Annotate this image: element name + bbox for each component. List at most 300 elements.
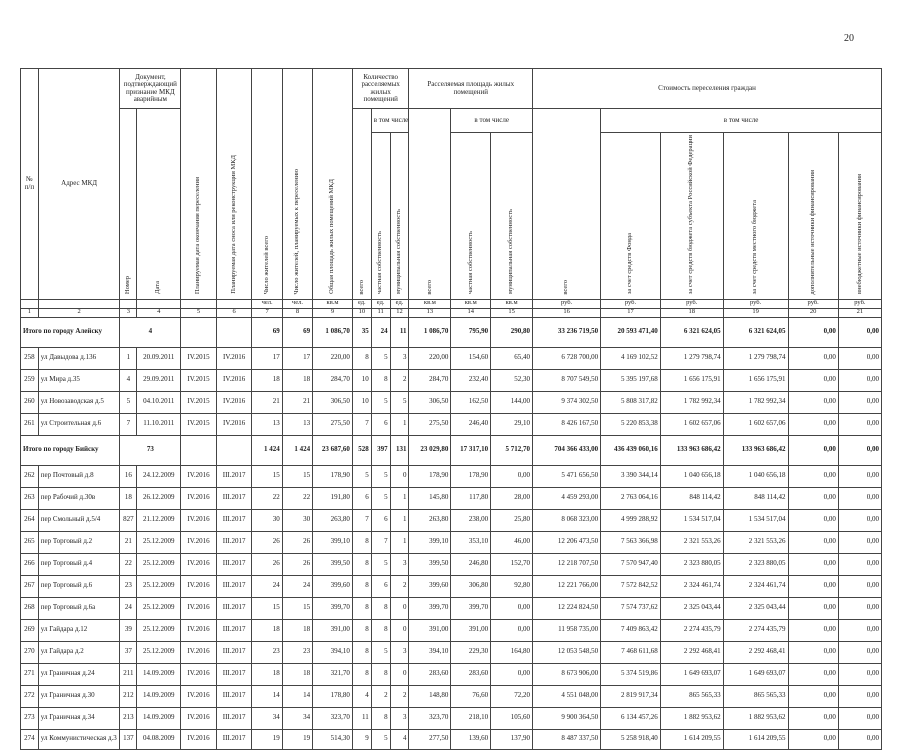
table-cell: 0,00 bbox=[788, 531, 838, 553]
table-cell: 0,00 bbox=[491, 619, 533, 641]
header-area-group: Расселяемая площадь жилых помещений bbox=[409, 69, 533, 109]
table-cell: 2 321 553,26 bbox=[723, 531, 788, 553]
unit-cell: кв.м bbox=[491, 299, 533, 308]
table-cell: III.2017 bbox=[216, 575, 252, 597]
table-cell: 8 426 167,50 bbox=[533, 413, 601, 435]
table-cell: 22 bbox=[252, 487, 282, 509]
table-cell: 3 390 344,14 bbox=[601, 465, 661, 487]
table-cell: 18 bbox=[252, 663, 282, 685]
column-number: 16 bbox=[533, 308, 601, 317]
table-cell: 5 bbox=[120, 391, 137, 413]
table-cell: 2 274 435,79 bbox=[723, 619, 788, 641]
table-cell: 2 274 435,79 bbox=[660, 619, 723, 641]
address-cell: ул Коммунистическая д.3 bbox=[38, 729, 120, 749]
table-cell: 25,80 bbox=[491, 509, 533, 531]
table-cell: 269 bbox=[21, 619, 39, 641]
table-cell: 284,70 bbox=[313, 369, 353, 391]
header-residents-total: Число жителей всего bbox=[262, 235, 270, 295]
total-row-aleysk bbox=[21, 317, 882, 347]
address-cell: ул Гайдара д.12 bbox=[38, 619, 120, 641]
column-number: 6 bbox=[216, 308, 252, 317]
table-cell: 263,80 bbox=[313, 509, 353, 531]
column-number: 19 bbox=[723, 308, 788, 317]
column-number: 17 bbox=[601, 308, 661, 317]
column-number: 3 bbox=[120, 308, 137, 317]
resettlement-table bbox=[20, 68, 882, 750]
table-cell: 284,70 bbox=[409, 369, 451, 391]
table-cell: 0 bbox=[390, 465, 409, 487]
table-cell: 0,00 bbox=[838, 641, 881, 663]
table-cell: IV.2016 bbox=[216, 369, 252, 391]
address-cell: ул Мира д.35 bbox=[38, 369, 120, 391]
table-cell: 5 395 197,68 bbox=[601, 369, 661, 391]
table-cell: 0,00 bbox=[788, 619, 838, 641]
table-row bbox=[21, 465, 882, 487]
table-cell: 28,00 bbox=[491, 487, 533, 509]
table-cell: 18 bbox=[282, 369, 312, 391]
table-cell: 5 808 317,82 bbox=[601, 391, 661, 413]
header-area-incl: в том числе bbox=[451, 109, 533, 133]
table-cell: 17 bbox=[282, 347, 312, 369]
table-cell: 0,00 bbox=[491, 597, 533, 619]
total-cell: 290,80 bbox=[491, 317, 533, 347]
table-cell: 211 bbox=[120, 663, 137, 685]
table-cell: 0,00 bbox=[838, 707, 881, 729]
table-cell: 25.12.2009 bbox=[137, 575, 181, 597]
table-cell: 4 459 293,00 bbox=[533, 487, 601, 509]
unit-cell: кв.м bbox=[313, 299, 353, 308]
header-rooms-municipal: муниципальная собственность bbox=[395, 209, 403, 295]
table-cell: 04.08.2009 bbox=[137, 729, 181, 749]
table-cell: 2 292 468,41 bbox=[660, 641, 723, 663]
table-cell: 7 563 366,98 bbox=[601, 531, 661, 553]
table-cell: 1 bbox=[390, 487, 409, 509]
table-cell: IV.2016 bbox=[216, 413, 252, 435]
header-total-area: Общая площадь жилых помещений МКД bbox=[328, 179, 336, 295]
table-cell: 391,00 bbox=[313, 619, 353, 641]
table-cell: 9 374 302,50 bbox=[533, 391, 601, 413]
total-cell: 23 687,60 bbox=[313, 435, 353, 465]
table-cell: 1 534 517,04 bbox=[660, 509, 723, 531]
table-cell: III.2017 bbox=[216, 597, 252, 619]
column-number: 21 bbox=[838, 308, 881, 317]
header-rooms-private: частная собственность bbox=[376, 231, 384, 295]
table-cell: 306,80 bbox=[451, 575, 491, 597]
table-cell: 144,00 bbox=[491, 391, 533, 413]
table-cell: 37 bbox=[120, 641, 137, 663]
table-cell: 0,00 bbox=[788, 465, 838, 487]
table-cell: 2 763 064,16 bbox=[601, 487, 661, 509]
table-cell: 24 bbox=[120, 597, 137, 619]
table-cell: 3 bbox=[390, 347, 409, 369]
table-cell: 270 bbox=[21, 641, 39, 663]
total-label: Итого по городу Бийску bbox=[21, 435, 120, 465]
table-cell: 4 551 048,00 bbox=[533, 685, 601, 707]
column-number: 7 bbox=[252, 308, 282, 317]
table-cell: 8 bbox=[352, 663, 371, 685]
table-cell: 0,00 bbox=[788, 685, 838, 707]
total-cell: 704 366 433,00 bbox=[533, 435, 601, 465]
address-cell: ул Граничная д.30 bbox=[38, 685, 120, 707]
table-cell: 8 673 906,00 bbox=[533, 663, 601, 685]
table-cell: 1 649 693,07 bbox=[660, 663, 723, 685]
table-cell: 272 bbox=[21, 685, 39, 707]
table-cell: 2 324 461,74 bbox=[660, 575, 723, 597]
table-cell: 0,00 bbox=[788, 641, 838, 663]
table-cell: 8 bbox=[352, 531, 371, 553]
table-cell: 2 819 917,34 bbox=[601, 685, 661, 707]
table-cell: 0 bbox=[390, 597, 409, 619]
table-cell: 26 bbox=[282, 553, 312, 575]
address-cell: пер Торговый д.4 bbox=[38, 553, 120, 575]
table-cell: 5 bbox=[371, 487, 390, 509]
table-cell: 4 169 102,52 bbox=[601, 347, 661, 369]
column-number: 1 bbox=[21, 308, 39, 317]
table-cell: 258 bbox=[21, 347, 39, 369]
table-cell: 7 bbox=[352, 509, 371, 531]
table-cell: 13 bbox=[252, 413, 282, 435]
table-cell: 5 374 519,86 bbox=[601, 663, 661, 685]
table-cell: 0,00 bbox=[788, 509, 838, 531]
table-cell: IV.2015 bbox=[181, 391, 217, 413]
header-doc-number: Номер bbox=[124, 276, 132, 295]
total-label: Итого по городу Алейску bbox=[21, 317, 120, 347]
table-cell: 29.09.2011 bbox=[137, 369, 181, 391]
table-row bbox=[21, 641, 882, 663]
table-cell: 323,70 bbox=[313, 707, 353, 729]
table-cell: 2 292 468,41 bbox=[723, 641, 788, 663]
table-cell: 21.12.2009 bbox=[137, 509, 181, 531]
table-cell: 24.12.2009 bbox=[137, 465, 181, 487]
table-cell: 8 bbox=[371, 597, 390, 619]
table-cell: III.2017 bbox=[216, 509, 252, 531]
table-cell: III.2017 bbox=[216, 729, 252, 749]
table-cell: 19 bbox=[252, 729, 282, 749]
total-cell: 6 321 624,05 bbox=[660, 317, 723, 347]
table-cell: 848 114,42 bbox=[660, 487, 723, 509]
address-cell: пер Торговый д.2 bbox=[38, 531, 120, 553]
table-cell: III.2017 bbox=[216, 531, 252, 553]
table-cell: 238,00 bbox=[451, 509, 491, 531]
total-cell: 23 029,80 bbox=[409, 435, 451, 465]
table-cell: IV.2015 bbox=[181, 369, 217, 391]
table-cell: 2 324 461,74 bbox=[723, 575, 788, 597]
table-cell: IV.2016 bbox=[181, 729, 217, 749]
total-cell: 0,00 bbox=[788, 317, 838, 347]
table-cell: 25.12.2009 bbox=[137, 597, 181, 619]
table-cell: 15 bbox=[282, 597, 312, 619]
total-cell: 33 236 719,50 bbox=[533, 317, 601, 347]
table-cell: 8 bbox=[352, 641, 371, 663]
table-cell: 12 221 766,00 bbox=[533, 575, 601, 597]
table-cell: 9 bbox=[352, 729, 371, 749]
table-cell: 1 656 175,91 bbox=[660, 369, 723, 391]
table-cell: 178,80 bbox=[313, 685, 353, 707]
table-cell: 265 bbox=[21, 531, 39, 553]
table-cell: 220,00 bbox=[313, 347, 353, 369]
table-cell: 139,60 bbox=[451, 729, 491, 749]
table-cell: 0,00 bbox=[788, 391, 838, 413]
table-cell: 92,80 bbox=[491, 575, 533, 597]
table-cell: 8 bbox=[352, 619, 371, 641]
address-cell: пер Торговый д.6а bbox=[38, 597, 120, 619]
table-cell: IV.2016 bbox=[181, 465, 217, 487]
table-cell: 268 bbox=[21, 597, 39, 619]
table-cell: 6 728 700,00 bbox=[533, 347, 601, 369]
column-number: 15 bbox=[491, 308, 533, 317]
header-cost-incl: в том числе bbox=[601, 109, 882, 133]
table-cell: 5 bbox=[352, 465, 371, 487]
table-cell: 0,00 bbox=[838, 531, 881, 553]
total-cell: 133 963 686,42 bbox=[723, 435, 788, 465]
table-cell: 246,40 bbox=[451, 413, 491, 435]
table-row bbox=[21, 729, 882, 749]
table-cell: 7 572 842,52 bbox=[601, 575, 661, 597]
table-cell: 8 bbox=[352, 597, 371, 619]
table-cell: 1 602 657,06 bbox=[660, 413, 723, 435]
unit-cell: руб. bbox=[660, 299, 723, 308]
table-cell: 2 323 880,05 bbox=[723, 553, 788, 575]
table-cell: 399,50 bbox=[313, 553, 353, 575]
table-cell: 30 bbox=[252, 509, 282, 531]
table-cell: 1 782 992,34 bbox=[723, 391, 788, 413]
table-cell: 0,00 bbox=[838, 369, 881, 391]
total-cell: 1 424 bbox=[282, 435, 312, 465]
table-row bbox=[21, 597, 882, 619]
table-cell: 283,60 bbox=[451, 663, 491, 685]
header-address: Адрес МКД bbox=[38, 69, 120, 300]
table-cell: III.2017 bbox=[216, 707, 252, 729]
table-cell: 1 614 209,55 bbox=[660, 729, 723, 749]
unit-cell: ед. bbox=[371, 299, 390, 308]
table-cell: 865 565,33 bbox=[723, 685, 788, 707]
table-row bbox=[21, 531, 882, 553]
table-cell: 0 bbox=[390, 619, 409, 641]
column-number: 4 bbox=[137, 308, 181, 317]
address-cell: ул Новозаводская д.5 bbox=[38, 391, 120, 413]
total-cell: 397 bbox=[371, 435, 390, 465]
table-cell: 34 bbox=[252, 707, 282, 729]
table-cell: 0,00 bbox=[838, 413, 881, 435]
table-cell: 0,00 bbox=[788, 487, 838, 509]
table-cell: 5 bbox=[371, 729, 390, 749]
table-cell: 10 bbox=[352, 391, 371, 413]
table-cell: 394,10 bbox=[409, 641, 451, 663]
table-cell: 0,00 bbox=[788, 347, 838, 369]
table-cell: 2 bbox=[390, 685, 409, 707]
table-cell: 137 bbox=[120, 729, 137, 749]
table-cell: 5 bbox=[371, 391, 390, 413]
table-cell: 321,70 bbox=[313, 663, 353, 685]
total-cell: 131 bbox=[390, 435, 409, 465]
total-cell: 69 bbox=[282, 317, 312, 347]
total-cell: 795,90 bbox=[451, 317, 491, 347]
table-cell: 3 bbox=[390, 707, 409, 729]
column-number: 14 bbox=[451, 308, 491, 317]
table-cell: 154,60 bbox=[451, 347, 491, 369]
table-cell: 0,00 bbox=[788, 597, 838, 619]
table-cell: 271 bbox=[21, 663, 39, 685]
table-cell: 848 114,42 bbox=[723, 487, 788, 509]
table-cell: 399,70 bbox=[409, 597, 451, 619]
table-cell: 26 bbox=[282, 531, 312, 553]
table-cell: 105,60 bbox=[491, 707, 533, 729]
table-cell: 0,00 bbox=[788, 413, 838, 435]
table-cell: 10 bbox=[352, 369, 371, 391]
table-cell: 5 bbox=[371, 347, 390, 369]
table-cell: 274 bbox=[21, 729, 39, 749]
address-cell: ул Строительная д.6 bbox=[38, 413, 120, 435]
table-cell: 76,60 bbox=[451, 685, 491, 707]
table-cell: 399,70 bbox=[451, 597, 491, 619]
header-planned-end: Планируемая дата окончания переселения bbox=[194, 177, 202, 295]
table-cell: 29,10 bbox=[491, 413, 533, 435]
table-cell: 72,20 bbox=[491, 685, 533, 707]
total-cell: 436 439 060,16 bbox=[601, 435, 661, 465]
address-cell: пер Смольный д.5/4 bbox=[38, 509, 120, 531]
header-cost-total: всего bbox=[562, 279, 570, 295]
table-cell: 18 bbox=[282, 619, 312, 641]
total-cell: 133 963 686,42 bbox=[660, 435, 723, 465]
table-cell: 399,10 bbox=[409, 531, 451, 553]
table-cell: 15 bbox=[252, 597, 282, 619]
header-doc-date: Дата bbox=[154, 281, 162, 295]
total-cell: 1 086,70 bbox=[313, 317, 353, 347]
table-cell: 865 565,33 bbox=[660, 685, 723, 707]
table-cell: 0,00 bbox=[838, 685, 881, 707]
table-cell: 1 882 953,62 bbox=[660, 707, 723, 729]
table-cell: 191,80 bbox=[313, 487, 353, 509]
table-cell: 7 468 611,68 bbox=[601, 641, 661, 663]
address-cell: ул Граничная д.24 bbox=[38, 663, 120, 685]
table-cell: 13 bbox=[282, 413, 312, 435]
table-cell: 19 bbox=[282, 729, 312, 749]
table-cell: 65,40 bbox=[491, 347, 533, 369]
table-cell: 0,00 bbox=[788, 729, 838, 749]
unit-cell: чел. bbox=[252, 299, 282, 308]
column-number: 13 bbox=[409, 308, 451, 317]
table-cell: 1 602 657,06 bbox=[723, 413, 788, 435]
table-cell: 394,10 bbox=[313, 641, 353, 663]
table-cell: III.2017 bbox=[216, 553, 252, 575]
table-cell: 6 bbox=[352, 487, 371, 509]
table-cell: 1 782 992,34 bbox=[660, 391, 723, 413]
table-cell: IV.2016 bbox=[181, 663, 217, 685]
unit-cell: руб. bbox=[723, 299, 788, 308]
table-cell: 46,00 bbox=[491, 531, 533, 553]
table-cell: 399,50 bbox=[409, 553, 451, 575]
table-row bbox=[21, 391, 882, 413]
table-cell: 6 bbox=[371, 413, 390, 435]
table-cell: 0,00 bbox=[838, 729, 881, 749]
table-cell: 246,80 bbox=[451, 553, 491, 575]
table-cell: 7 bbox=[120, 413, 137, 435]
table-cell: 273 bbox=[21, 707, 39, 729]
table-cell: 1 bbox=[120, 347, 137, 369]
table-cell: 178,90 bbox=[409, 465, 451, 487]
table-cell: 0,00 bbox=[788, 575, 838, 597]
total-doc-count: 73 bbox=[120, 435, 181, 465]
table-cell: IV.2016 bbox=[216, 347, 252, 369]
table-cell: 1 279 798,74 bbox=[660, 347, 723, 369]
header-planned-demolish: Планируемая дата сноса или реконструкции МКД bbox=[229, 155, 237, 295]
table-cell: 1 649 693,07 bbox=[723, 663, 788, 685]
table-cell: 266 bbox=[21, 553, 39, 575]
table-cell: 399,10 bbox=[313, 531, 353, 553]
table-cell: 0,00 bbox=[491, 663, 533, 685]
table-cell: 5 bbox=[390, 391, 409, 413]
column-number: 18 bbox=[660, 308, 723, 317]
table-cell: 4 999 288,92 bbox=[601, 509, 661, 531]
table-cell: 14 bbox=[252, 685, 282, 707]
unit-cell: руб. bbox=[601, 299, 661, 308]
table-cell: 261 bbox=[21, 413, 39, 435]
table-cell: 12 053 548,50 bbox=[533, 641, 601, 663]
table-cell: 14.09.2009 bbox=[137, 663, 181, 685]
table-cell: 4 bbox=[352, 685, 371, 707]
table-cell: 2 bbox=[390, 369, 409, 391]
table-cell: 22 bbox=[282, 487, 312, 509]
table-cell: 6 bbox=[371, 509, 390, 531]
table-cell: 117,80 bbox=[451, 487, 491, 509]
unit-cell: чел. bbox=[282, 299, 312, 308]
table-cell: III.2017 bbox=[216, 685, 252, 707]
total-cell: 20 593 471,40 bbox=[601, 317, 661, 347]
table-cell: 1 656 175,91 bbox=[723, 369, 788, 391]
table-cell: 23 bbox=[120, 575, 137, 597]
table-cell: 1 882 953,62 bbox=[723, 707, 788, 729]
table-cell: 17 bbox=[252, 347, 282, 369]
table-cell: 3 bbox=[390, 553, 409, 575]
table-cell: 16 bbox=[120, 465, 137, 487]
column-number-row bbox=[21, 308, 882, 317]
table-cell: 3 bbox=[390, 641, 409, 663]
table-cell: 2 bbox=[390, 575, 409, 597]
unit-cell: ед. bbox=[390, 299, 409, 308]
table-cell: 0,00 bbox=[838, 553, 881, 575]
unit-cell: руб. bbox=[533, 299, 601, 308]
table-cell: 52,30 bbox=[491, 369, 533, 391]
table-cell: 514,30 bbox=[313, 729, 353, 749]
table-cell: 399,60 bbox=[313, 575, 353, 597]
table-cell: 391,00 bbox=[409, 619, 451, 641]
table-row bbox=[21, 619, 882, 641]
table-cell: 145,80 bbox=[409, 487, 451, 509]
table-cell: 283,60 bbox=[409, 663, 451, 685]
table-row bbox=[21, 369, 882, 391]
table-cell: 4 bbox=[390, 729, 409, 749]
address-cell: пер Рабочий д.30в bbox=[38, 487, 120, 509]
header-area-total: всего bbox=[425, 279, 433, 295]
page-number: 20 bbox=[844, 33, 854, 44]
total-cell: 24 bbox=[371, 317, 390, 347]
table-cell: 0,00 bbox=[838, 597, 881, 619]
total-cell: 0,00 bbox=[838, 317, 881, 347]
table-cell: 1 bbox=[390, 509, 409, 531]
table-cell: 5 bbox=[371, 641, 390, 663]
table-cell: 306,50 bbox=[409, 391, 451, 413]
table-cell: 218,10 bbox=[451, 707, 491, 729]
table-cell: IV.2016 bbox=[181, 685, 217, 707]
units-row bbox=[21, 299, 882, 308]
column-number: 20 bbox=[788, 308, 838, 317]
total-doc-count: 4 bbox=[120, 317, 181, 347]
table-cell: 24 bbox=[282, 575, 312, 597]
table-cell: IV.2016 bbox=[181, 553, 217, 575]
column-number: 5 bbox=[181, 308, 217, 317]
table-cell: 323,70 bbox=[409, 707, 451, 729]
table-cell: 263,80 bbox=[409, 509, 451, 531]
